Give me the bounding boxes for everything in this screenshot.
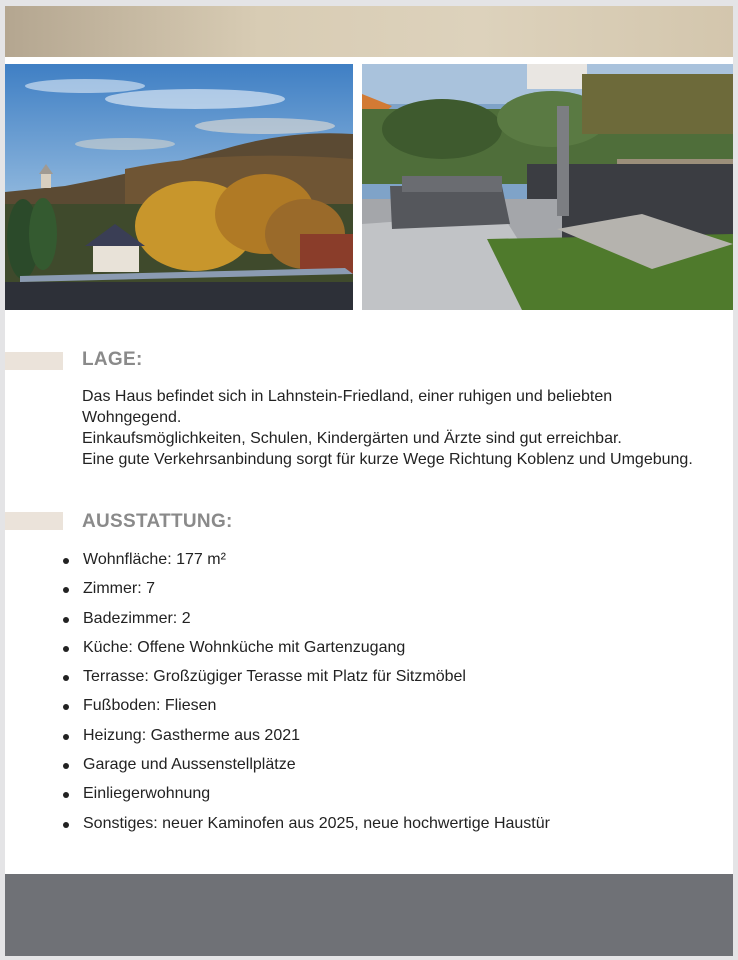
photo-landscape [5,64,353,310]
footer-band [5,874,733,956]
location-heading: LAGE: [82,349,143,370]
feature-item: Einliegerwohnung [63,782,550,811]
location-paragraph: Eine gute Verkehrsanbindung sorgt für kurze Wege Richtung Koblenz und Umgebung. [82,451,693,468]
feature-item: Wohnfläche: 177 m² [63,548,550,577]
header-band [5,6,733,57]
location-accent-bar [5,352,63,370]
features-list [63,548,550,841]
location-paragraph: Einkaufsmöglichkeiten, Schulen, Kindergärten und Ärzte sind gut erreichbar. [82,430,622,447]
feature-item: Badezimmer: 2 [63,607,550,636]
features-accent-bar [5,512,63,530]
expose-page [5,6,733,956]
location-paragraph: Das Haus befindet sich in Lahnstein-Friedland, einer ruhigen und beliebten Wohngegend. [82,388,613,426]
feature-item: Fußboden: Fliesen [63,694,550,723]
photo-terrace [362,64,733,310]
features-heading: AUSSTATTUNG: [82,511,233,532]
feature-item: Heizung: Gastherme aus 2021 [63,724,550,753]
feature-item: Garage und Aussenstellplätze [63,753,550,782]
feature-item: Zimmer: 7 [63,577,550,606]
feature-item: Sonstiges: neuer Kaminofen aus 2025, neue hochwertige Haustür [63,812,550,841]
feature-item: Küche: Offene Wohnküche mit Gartenzugang [63,636,550,665]
location-description [82,386,707,470]
feature-item: Terrasse: Großzügiger Terasse mit Platz für Sitzmöbel [63,665,550,694]
